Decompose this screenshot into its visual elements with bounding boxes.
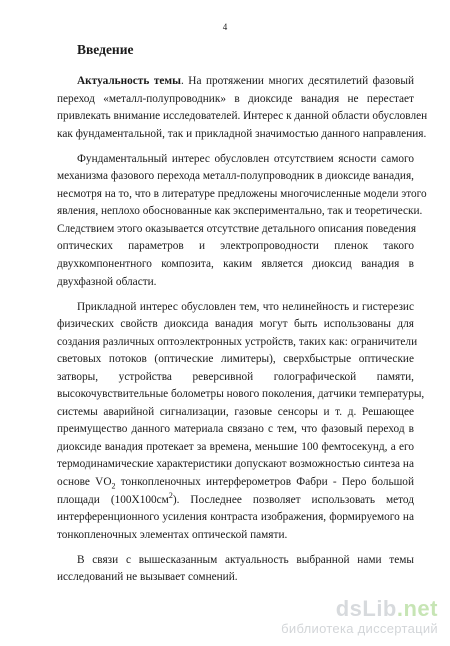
watermark-subtitle: библиотека диссертаций [281, 621, 438, 636]
paragraph-line: создания различных оптоэлектронных устройств, таких как: ограничители [57, 335, 418, 348]
paragraph-line: двухкомпонентного композита, каким является диоксид ванадия в [57, 257, 414, 270]
paragraph-line: площади $(100Х100см^2)$. Последнее позволяет использовать метод [57, 490, 414, 506]
paragraph-line: термодинамические характеристики допускают возможностью синтеза на [57, 458, 414, 471]
paragraph-line: Прикладной интерес обусловлен тем, что нелинейность и гистерезис [77, 300, 414, 313]
paragraph-line: физических свойств диоксида ванадия могут быть использованы для [57, 318, 414, 331]
paragraph-line: преимущество данного материала связано с тем, что фазовый переход в [57, 423, 414, 436]
paragraph-line: тонкопленочных элементах оптической памяти. [57, 528, 288, 541]
paragraph-line: исследований не вызывает сомнений. [57, 571, 238, 584]
paragraph-line: системы аварийной сигнализации, газовые сенсоры и т. д. Решающее [57, 405, 414, 418]
paragraph-line: световых потоков (оптические лимитеры), сверхбыстрые оптические [57, 353, 414, 366]
paragraph-line: В связи с вышесказанным актуальность выбранной нами темы [77, 553, 414, 566]
paragraph-line: Следствием этого оказывается отсутствие детального описания поведения [57, 222, 417, 235]
paragraph-line: высокочувствительные болометры нового поколения, датчики температуры, [57, 388, 425, 401]
paragraph-line: как фундаментальной, так и прикладной значимостью данного направления. [57, 127, 427, 140]
paragraph-line: интерференционного усиления контраста изображения, формируемого на [57, 511, 414, 524]
paragraph-line: механизма фазового перехода металл-полупроводник в диоксиде ванадия, [57, 170, 414, 183]
body-text [57, 73, 428, 587]
paragraph-line: несмотря на то, что в литературе предложены многочисленные модели этого [57, 187, 427, 200]
paragraph-line: затворы, устройства реверсивной голографической памяти, [57, 370, 414, 383]
bold-term: Актуальность темы [77, 75, 181, 87]
paragraph-line: Актуальность темы. На протяжении многих десятилетий фазовый [77, 75, 414, 87]
paragraph-line: Фундаментальный интерес обусловлен отсутствием ясности самого [77, 152, 414, 165]
paragraph-line: переход «металл-полупроводник» в диоксиде ванадия не перестает [57, 92, 414, 105]
chemical-formula: $VO_2$ [95, 476, 116, 491]
area-formula: $(100Х100см^2)$. [110, 490, 180, 506]
paragraph-line: двухфазной области. [57, 275, 157, 288]
paragraph-line: основе $VO_2$ тонкопленочных интерферометров Фабри - Перо большой [57, 476, 414, 491]
paragraph-line: оптических параметров и электропроводности пленок такого [57, 240, 414, 253]
watermark-logo: dsLib.net [335, 596, 438, 621]
site-watermark [281, 597, 438, 636]
paragraph-line: диоксиде ванадия протекает за времена, меньшие 100 фемтосекунд, а его [57, 440, 414, 453]
paragraph-line: явления, неплохо обоснованные как экспериментально, так и теоретически. [57, 205, 423, 218]
paragraph-line: привлекать внимание исследователей. Интерес к данной области обусловлен [57, 110, 428, 123]
section-heading: Введение [77, 42, 134, 57]
page-number: 4 [222, 22, 228, 32]
